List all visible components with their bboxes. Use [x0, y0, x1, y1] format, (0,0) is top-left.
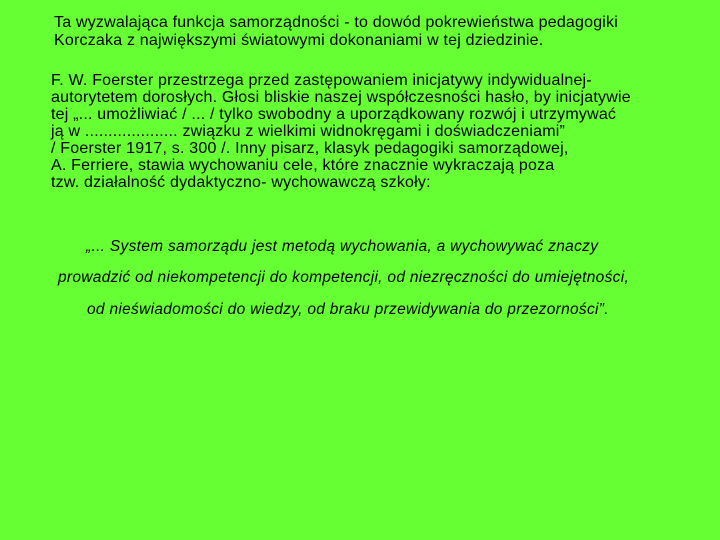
paragraph2-line-3: tej „... umożliwiać / ... / tylko swobodny a uporządkowany rozwój i utrzymywać	[51, 106, 617, 123]
paragraph2-line-6: A. Ferriere, stawia wychowaniu cele, które znacznie wykraczają poza	[51, 157, 555, 174]
quote-line-3: od nieświadomości do wiedzy, od braku przewidywania do przezorności”.	[87, 301, 609, 318]
paragraph2-line-5: / Foerster 1917, s. 300 /. Inny pisarz, klasyk pedagogiki samorządowej,	[51, 140, 569, 157]
paragraph2-line-2: autorytetem dorosłych. Głosi bliskie naszej współczesności hasło, by inicjatywie	[51, 89, 631, 106]
paragraph2-line-1: F. W. Foerster przestrzega przed zastępowaniem inicjatywy indywidualnej-	[51, 72, 592, 89]
quote-line-2: prowadzić od niekompetencji do kompetencji, od niezręczności do umiejętności,	[58, 269, 630, 286]
quote-line-1: „... System samorządu jest metodą wychowania, a wychowywać znaczy	[86, 238, 599, 255]
paragraph1-line-1: Ta wyzwalająca funkcja samorządności - to dowód pokrewieństwa pedagogiki	[54, 14, 619, 31]
paragraph2-line-4: ją w .................... związku z wielkimi widnokręgami i doświadczeniami”	[51, 123, 566, 140]
paragraph1-line-2: Korczaka z największymi światowymi dokonaniami w tej dziedzinie.	[54, 32, 544, 49]
paragraph2-line-7: tzw. działalność dydaktyczno- wychowawczą szkoły:	[51, 174, 431, 191]
